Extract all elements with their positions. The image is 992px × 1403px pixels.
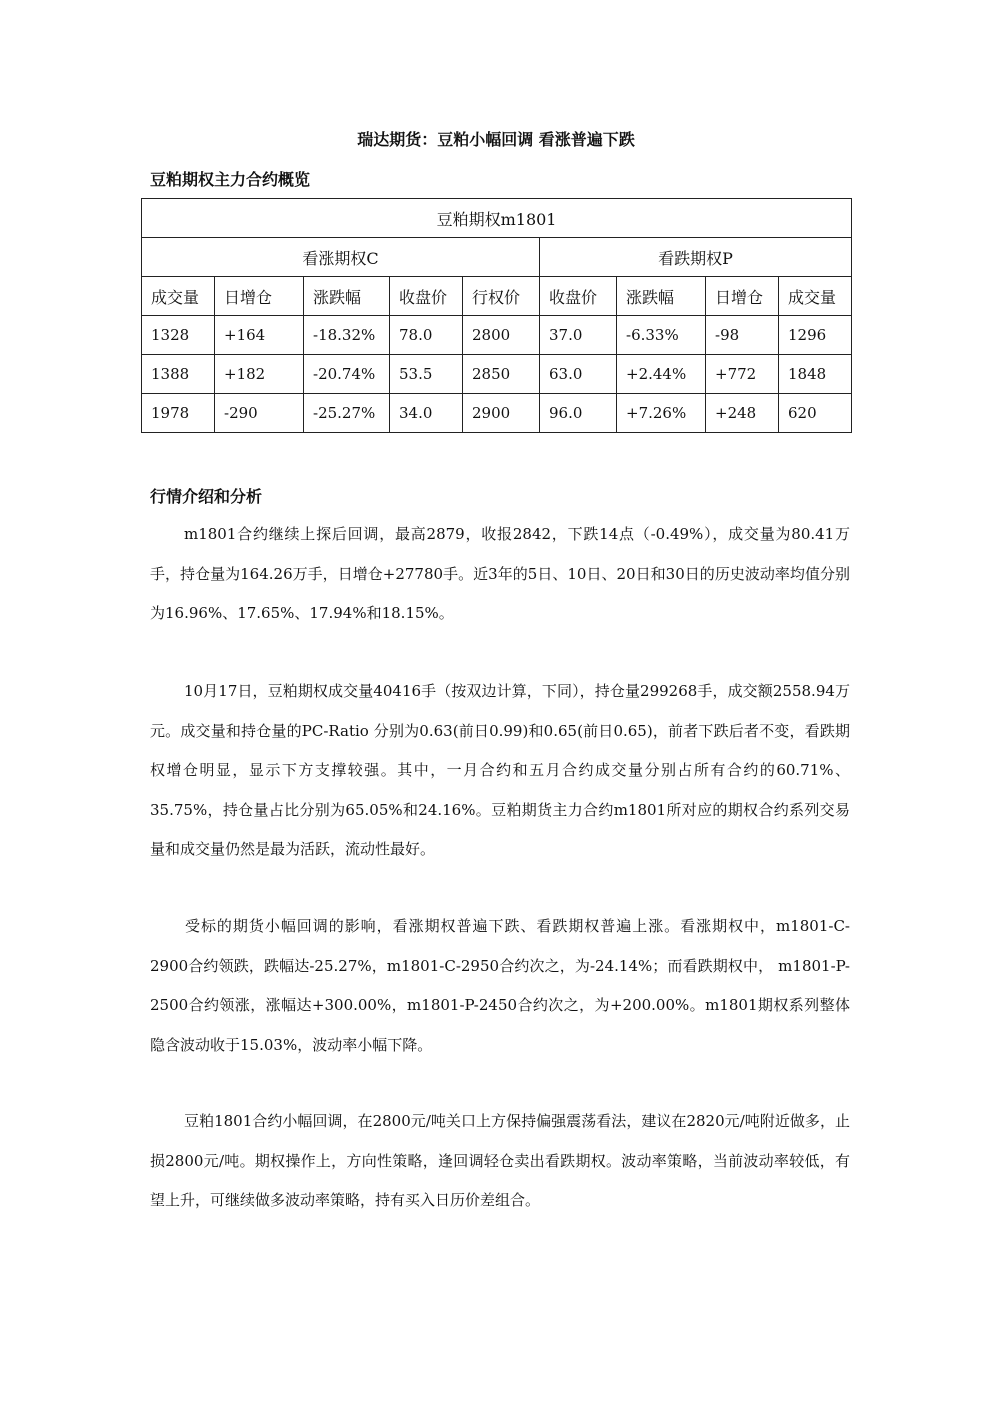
column-header: 涨跌幅 xyxy=(617,277,706,316)
paragraph-text: 10月17日，豆粕期权成交量40416手（按双边计算，下同），持仓量299268手，成交额2558.94万元。成交量和持仓量的PC-Ratio 分别为0.63(前日0.99)和0.65(前日0.65)，前者下跌后者不变，看跌期权增仓明显，显示下方支撑较强。其中，一月合约和五月合约成交量分别占所有合约的60.71%、35.75%，持仓量占比分别为65.05%和24.16%。豆粕期货主力合约m1801所对应的期权合约系列交易量和成交量仍然是最为活跃，流动性最好。 xyxy=(150,682,850,858)
column-header: 收盘价 xyxy=(390,277,463,316)
document-title: 瑞达期货：豆粕小幅回调 看涨普遍下跌 xyxy=(357,130,635,149)
paragraph-text: m1801合约继续上探后回调，最高2879，收报2842，下跌14点（-0.49%），成交量为80.41万手，持仓量为164.26万手，日增仓+27780手。近3年的5日、10日、20日和30日的历史波动率均值分别为16.96%、17.65%、17.94%和18.15%。 xyxy=(150,525,850,622)
table-cell: 37.0 xyxy=(540,316,617,355)
column-header: 日增仓 xyxy=(706,277,779,316)
table-cell: +772 xyxy=(706,355,779,394)
table-caption: 豆粕期权m1801 xyxy=(142,199,852,238)
table-cell: 34.0 xyxy=(390,394,463,433)
put-options-header: 看跌期权P xyxy=(540,238,852,277)
table-cell: -290 xyxy=(215,394,304,433)
table-cell: -98 xyxy=(706,316,779,355)
table-cell: 96.0 xyxy=(540,394,617,433)
analysis-paragraph xyxy=(150,672,850,870)
column-header: 成交量 xyxy=(779,277,852,316)
table-row xyxy=(142,394,852,433)
table-cell: -25.27% xyxy=(304,394,390,433)
table-cell: 1388 xyxy=(142,355,215,394)
table-row xyxy=(142,355,852,394)
table-cell: 2800 xyxy=(463,316,540,355)
table-cell: +164 xyxy=(215,316,304,355)
table-row xyxy=(142,316,852,355)
paragraph-text: 受标的期货小幅回调的影响，看涨期权普遍下跌、看跌期权普遍上涨。看涨期权中，m1801-C-2900合约领跌，跌幅达-25.27%，m1801-C-2950合约次之，为-24.14%；而看跌期权中， m1801-P-2500合约领涨，涨幅达+300.00%，m1801-P-2450合约次之，为+200.00%。m1801期权系列整体隐含波动收于15.03%，波动率小幅下降。 xyxy=(150,917,850,1054)
column-header: 涨跌幅 xyxy=(304,277,390,316)
table-cell: 53.5 xyxy=(390,355,463,394)
column-header-row xyxy=(142,277,852,316)
table-cell: +2.44% xyxy=(617,355,706,394)
column-header: 行权价 xyxy=(463,277,540,316)
table-cell: 63.0 xyxy=(540,355,617,394)
table-cell: 78.0 xyxy=(390,316,463,355)
table-cell: +182 xyxy=(215,355,304,394)
analysis-heading: 行情介绍和分析 xyxy=(150,487,263,506)
overview-heading: 豆粕期权主力合约概览 xyxy=(150,170,311,189)
table-cell: -20.74% xyxy=(304,355,390,394)
column-header: 收盘价 xyxy=(540,277,617,316)
table-cell: 2850 xyxy=(463,355,540,394)
table-cell: 620 xyxy=(779,394,852,433)
table-cell: 1978 xyxy=(142,394,215,433)
table-cell: 1328 xyxy=(142,316,215,355)
analysis-paragraph xyxy=(150,1102,850,1221)
call-options-header: 看涨期权C xyxy=(142,238,540,277)
table-cell: -18.32% xyxy=(304,316,390,355)
column-header: 成交量 xyxy=(142,277,215,316)
table-cell: 1296 xyxy=(779,316,852,355)
table-cell: +248 xyxy=(706,394,779,433)
table-cell: -6.33% xyxy=(617,316,706,355)
paragraph-text: 豆粕1801合约小幅回调，在2800元/吨关口上方保持偏强震荡看法，建议在2820元/吨附近做多，止损2800元/吨。期权操作上，方向性策略，逢回调轻仓卖出看跌期权。波动率策略，当前波动率较低，有望上升，可继续做多波动率策略，持有买入日历价差组合。 xyxy=(150,1112,850,1209)
options-summary-table xyxy=(141,198,852,433)
table-cell: 1848 xyxy=(779,355,852,394)
analysis-paragraph xyxy=(150,907,850,1065)
table-cell: 2900 xyxy=(463,394,540,433)
table-cell: +7.26% xyxy=(617,394,706,433)
analysis-paragraph xyxy=(150,515,850,634)
column-header: 日增仓 xyxy=(215,277,304,316)
